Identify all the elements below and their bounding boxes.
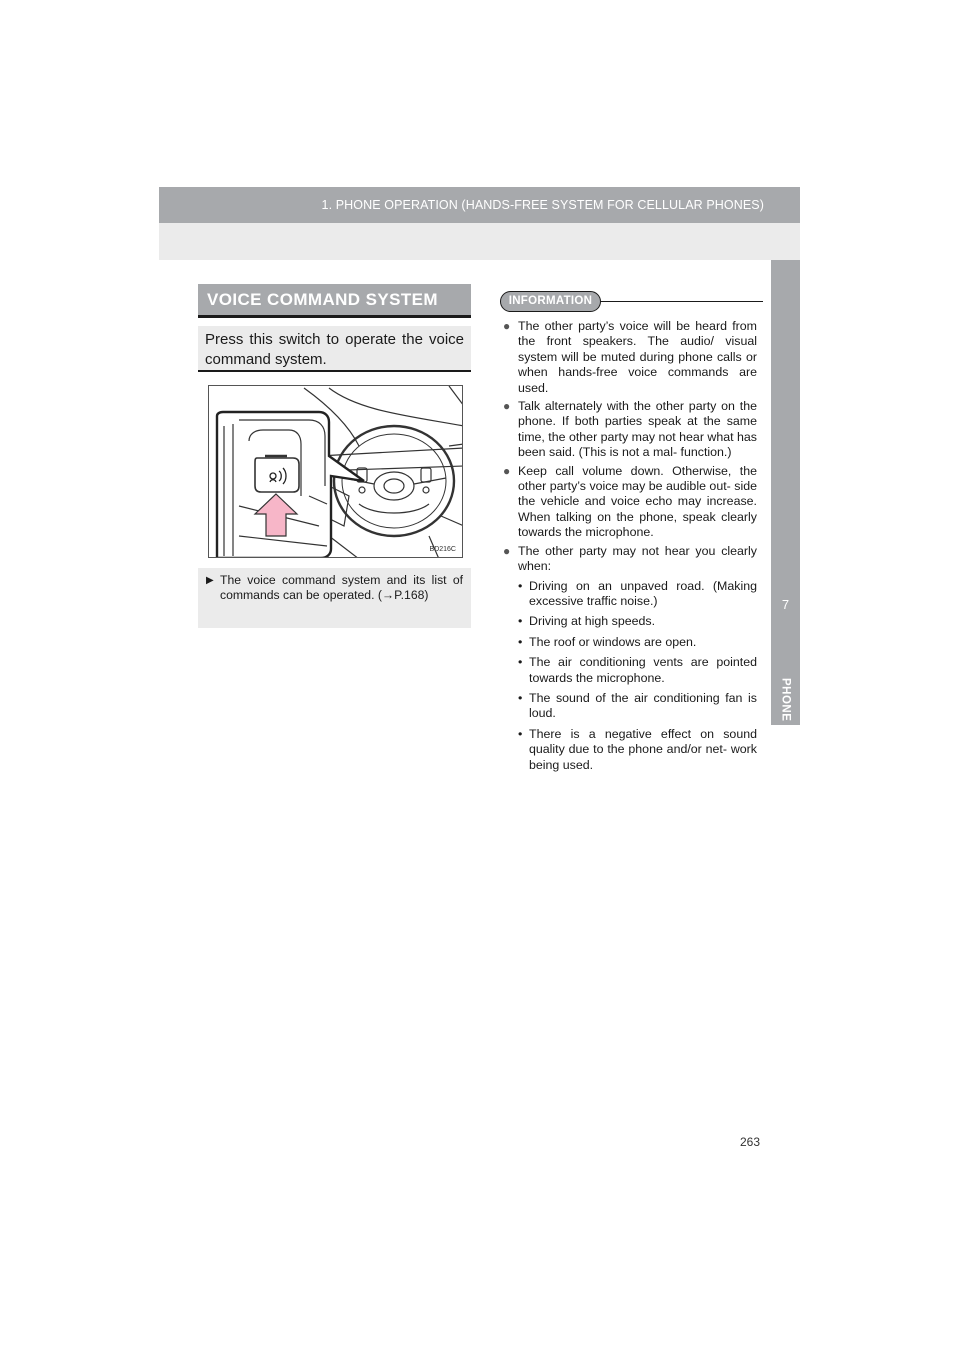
information-badge: INFORMATION [500, 291, 601, 312]
circle-bullet-icon: ● [503, 463, 511, 478]
chapter-label: PHONE [779, 678, 792, 722]
list-item [503, 319, 757, 396]
condition-sub-list [518, 579, 757, 773]
sub-item-text: The sound of the air conditioning fan is loud. [529, 690, 757, 721]
sub-item-text: Driving at high speeds. [529, 614, 656, 629]
information-rule [600, 301, 763, 302]
sub-list-item [518, 691, 757, 722]
chapter-number: 7 [781, 597, 790, 612]
steering-switch-figure [208, 385, 463, 558]
header-title: 1. PHONE OPERATION (HANDS-FREE SYSTEM FOR CELLULAR PHONES) [321, 198, 764, 212]
note-text: The voice command system and its list of commands can be operated. (→P.168) [220, 573, 463, 602]
info-text: Talk alternately with the other party on the phone. If both parties speak at the same time, the other party may not hear what has been said. (This is not a mal- function.) [518, 399, 757, 460]
sub-item-text: The roof or windows are open. [529, 634, 697, 649]
dot-bullet-icon: • [518, 655, 523, 670]
note-box [198, 568, 471, 628]
section-lead: Press this switch to operate the voice command system. [198, 326, 471, 372]
sub-list-item [518, 579, 757, 610]
dot-bullet-icon: • [518, 690, 523, 705]
dot-bullet-icon: • [518, 726, 523, 741]
info-text: The other party may not hear you clearly when: [518, 543, 757, 574]
dot-bullet-icon: • [518, 634, 523, 649]
info-text: Keep call volume down. Otherwise, the other party’s voice may be audible out- side the vehicle and voice echo may increase. When talking on the phone, speak clearly towards the microphone. [518, 463, 757, 540]
dot-bullet-icon: • [518, 578, 523, 593]
page-number: 263 [740, 1135, 761, 1149]
info-item-body [518, 544, 757, 778]
circle-bullet-icon: ● [503, 399, 511, 414]
information-list [503, 319, 757, 781]
note-item [206, 573, 463, 603]
triangle-bullet-icon: ▶ [206, 575, 214, 586]
sub-item-text: There is a negative effect on sound quality due to the phone and/or net- work being used. [529, 726, 757, 772]
chapter-tab [771, 260, 800, 725]
subheader-band [159, 223, 800, 260]
figure-code: BD216C [429, 546, 456, 553]
sub-list-item [518, 655, 757, 686]
sub-list-item [518, 614, 757, 629]
info-text: The other party’s voice will be heard from the front speakers. The audio/ visual system will be muted during phone calls or when hands-free voice commands are used. [518, 319, 757, 395]
section-title: VOICE COMMAND SYSTEM [198, 284, 471, 318]
list-item [503, 544, 757, 778]
sub-list-item [518, 727, 757, 773]
circle-bullet-icon: ● [503, 319, 511, 333]
sub-item-text: The air conditioning vents are pointed towards the microphone. [529, 655, 757, 685]
sub-item-text: Driving on an unpaved road. (Making excessive traffic noise.) [529, 578, 757, 608]
sub-list-item [518, 635, 757, 650]
steering-wheel-illustration [209, 386, 463, 558]
dot-bullet-icon: • [518, 614, 523, 629]
circle-bullet-icon: ● [503, 543, 511, 558]
list-item [503, 464, 757, 541]
list-item [503, 399, 757, 461]
